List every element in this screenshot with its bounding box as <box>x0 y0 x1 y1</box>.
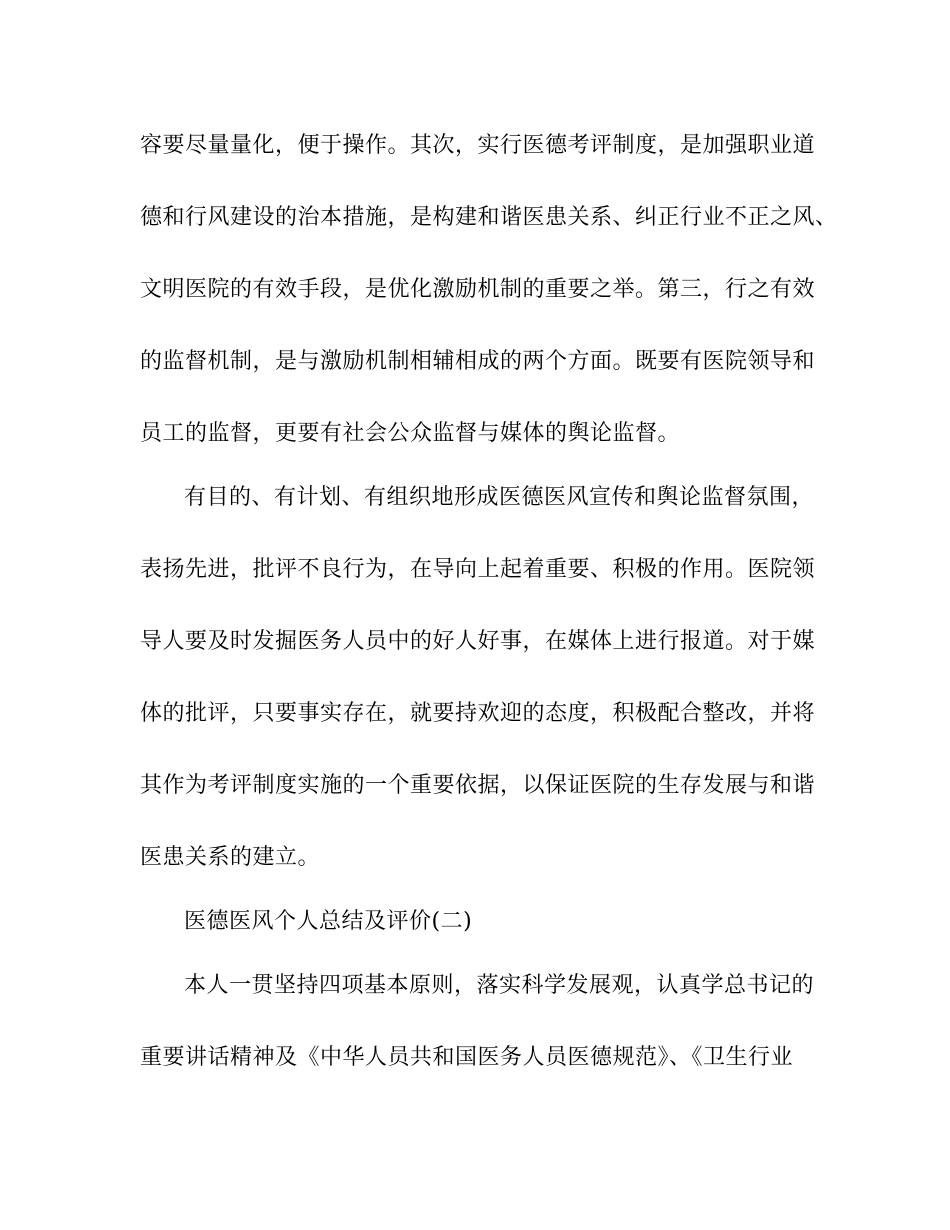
text-line: 体的批评，只要事实存在，就要持欢迎的态度，积极配合整改，并将 <box>140 701 816 726</box>
paragraph-start-line: 有目的、有计划、有组织地形成医德医风宣传和舆论监督氛围， <box>184 485 815 510</box>
text-line: 医患关系的建立。 <box>140 845 321 870</box>
text-line: 员工的监督，更要有社会公众监督与媒体的舆论监督。 <box>140 421 681 446</box>
text-line: 文明医院的有效手段，是优化激励机制的重要之举。第三，行之有效 <box>140 277 816 302</box>
text-line: 重要讲话精神及《中华人员共和国医务人员医德规范》、《卫生行业 <box>140 1045 794 1070</box>
text-line: 容要尽量量化，便于操作。其次，实行医德考评制度，是加强职业道 <box>140 133 816 158</box>
text-line: 德和行风建设的治本措施，是构建和谐医患关系、纠正行业不正之风、 <box>140 205 838 230</box>
text-line: 表扬先进，批评不良行为，在导向上起着重要、积极的作用。医院领 <box>140 557 816 582</box>
paragraph-start-line: 本人一贯坚持四项基本原则，落实科学发展观，认真学总书记的 <box>184 973 815 998</box>
text-line: 导人要及时发掘医务人员中的好人好事，在媒体上进行报道。对于媒 <box>140 629 816 654</box>
text-line: 的监督机制，是与激励机制相辅相成的两个方面。既要有医院领导和 <box>140 349 816 374</box>
text-line: 其作为考评制度实施的一个重要依据，以保证医院的生存发展与和谐 <box>140 773 816 798</box>
section-heading: 医德医风个人总结及评价(二) <box>184 909 473 934</box>
